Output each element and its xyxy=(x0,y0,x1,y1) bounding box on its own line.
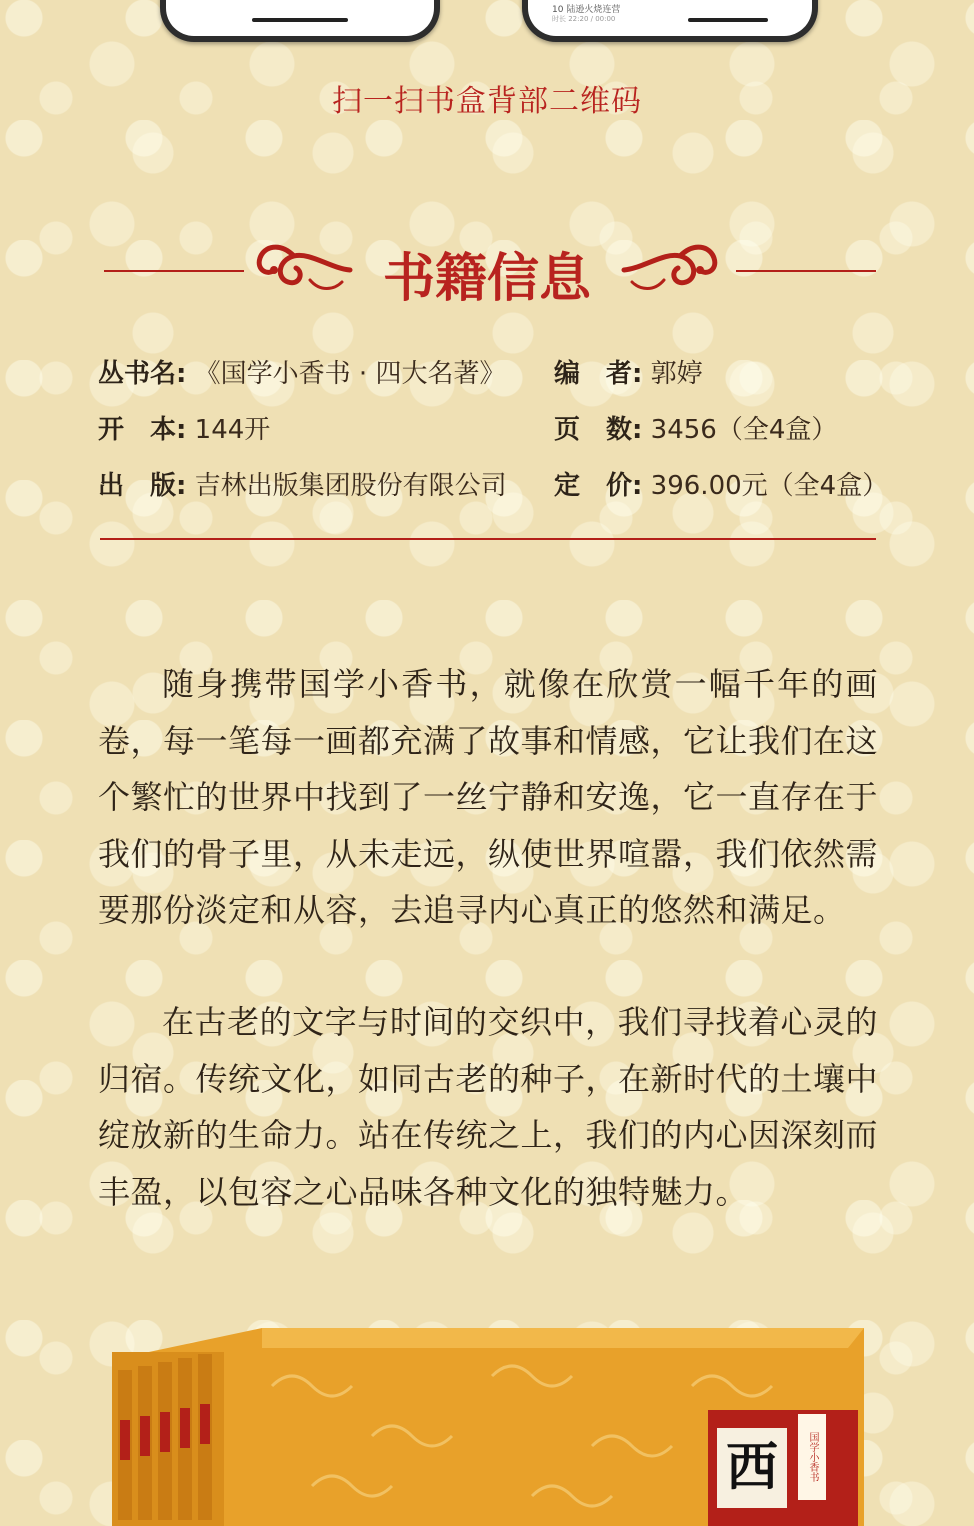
description-paragraph: 在古老的文字与时间的交织中，我们寻找着心灵的归宿。传统文化，如同古老的种子，在新时代的土壤中绽放新的生命力。站在传统之上，我们的内心因深刻而丰盈，以包容之心品味各种文化的独特魅力。 xyxy=(98,1003,879,1211)
title-rule-right xyxy=(736,270,876,272)
section-title: 书籍信息 xyxy=(382,248,591,309)
info-row xyxy=(98,466,898,506)
info-row xyxy=(98,410,898,450)
box-title-char: 西 xyxy=(717,1428,787,1508)
phone-track-title: 10 陆逊火烧连营 xyxy=(552,5,621,15)
info-pages xyxy=(554,410,837,450)
info-value: 吉林出版集团股份有限公司 xyxy=(194,471,507,501)
info-label: 出 版: xyxy=(98,471,187,501)
info-row xyxy=(98,354,898,394)
info-label: 页 数: xyxy=(554,415,643,445)
info-editor xyxy=(554,354,703,394)
info-publisher xyxy=(98,466,507,506)
phone-mockup-right xyxy=(522,0,818,42)
phone-track-time: 时长 22:20 / 00:00 xyxy=(552,15,616,23)
scroll-ornament-right-icon xyxy=(614,232,724,302)
phone-mockup-left xyxy=(160,0,440,42)
info-label: 编 者: xyxy=(554,359,643,389)
info-series xyxy=(98,354,505,394)
section-divider xyxy=(100,538,876,540)
info-value: 3456（全4盒） xyxy=(650,415,838,445)
info-value: 郭婷 xyxy=(650,359,703,389)
info-label: 丛书名: xyxy=(98,359,187,389)
box-series-tag: 国学小香书 xyxy=(796,1412,828,1502)
phone-home-indicator xyxy=(688,18,768,22)
info-value: 《国学小香书 · 四大名著》 xyxy=(194,359,506,389)
info-value: 144开 xyxy=(194,415,271,445)
info-label: 定 价: xyxy=(554,471,643,501)
info-value: 396.00元（全4盒） xyxy=(650,471,889,501)
phone-home-indicator xyxy=(252,18,348,22)
info-label: 开 本: xyxy=(98,415,187,445)
info-format xyxy=(98,410,270,450)
description-paragraph: 随身携带国学小香书，就像在欣赏一幅千年的画卷，每一笔每一画都充满了故事和情感，它让我们在这个繁忙的世界中找到了一丝宁静和安逸，它一直存在于我们的骨子里，从未走远，纵使世界喧嚣，我们依然需要那份淡定和从容，去追寻内心真正的悠然和满足。 xyxy=(98,665,879,930)
info-price xyxy=(554,466,888,506)
scan-qr-caption: 扫一扫书盒背部二维码 xyxy=(332,84,642,119)
